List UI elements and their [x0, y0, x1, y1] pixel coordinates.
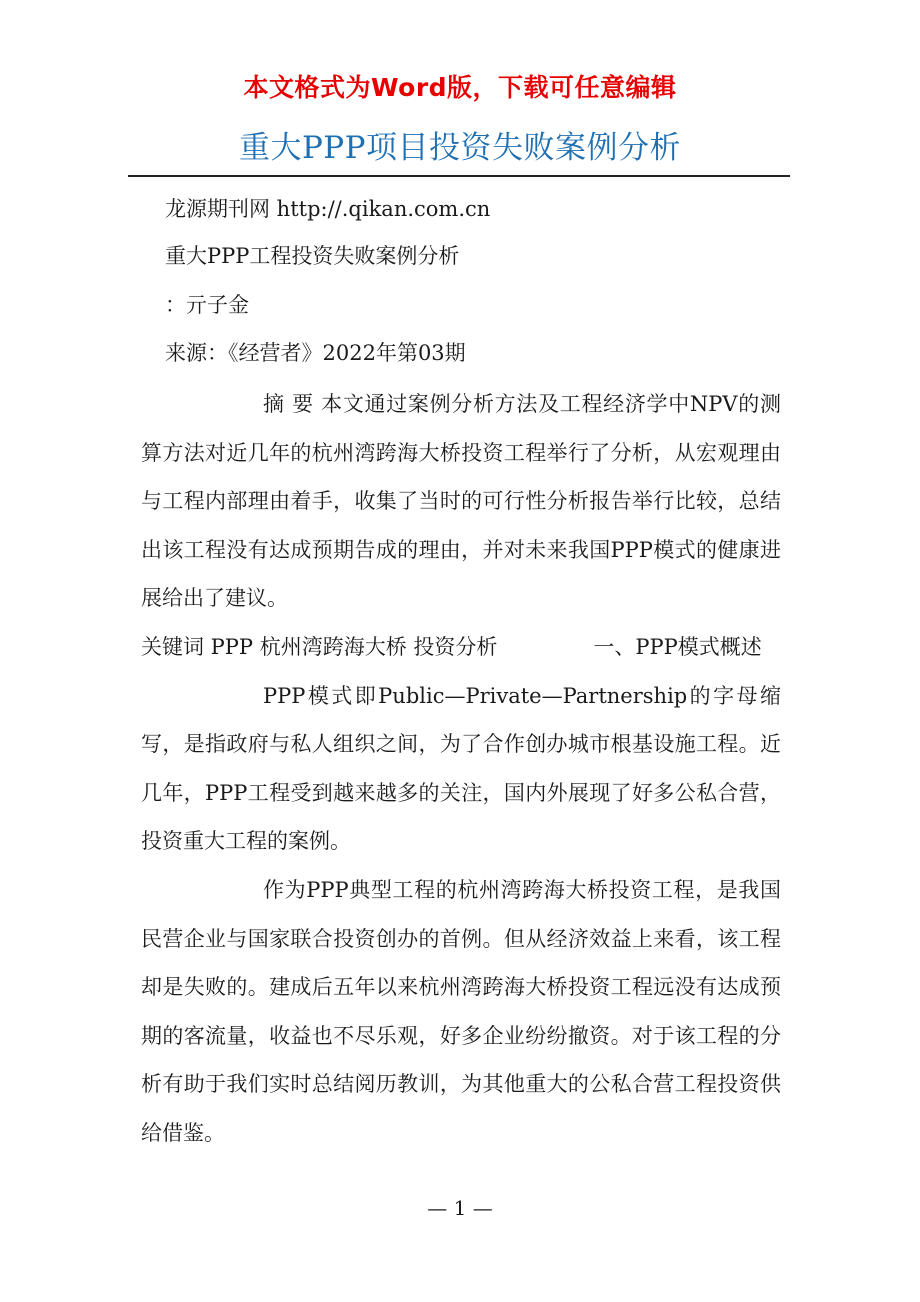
document-title: 重大PPP项目投资失败案例分析 — [238, 130, 682, 166]
body-paragraph: 作为PPP典型工程的杭州湾跨海大桥投资工程，是我国民营企业与国家联合投资创办的首例。但从经济效益上来看，该工程却是失败的。建成后五年以来杭州湾跨海大桥投资工程远没有达成预期的客流量，收益也不尽乐观，好多企业纷纷撤资。对于该工程的分析有助于我们实时总结阅历教训，为其他重大的公私合营工程投资供给借鉴。 — [141, 877, 781, 1145]
page-number-footer: — 1 — — [427, 1196, 493, 1220]
article-body — [141, 380, 781, 1158]
article-title-line: 重大PPP工程投资失败案例分析 — [165, 244, 460, 268]
title-divider — [128, 175, 790, 177]
publication-source-line: 来源：《经营者》2022年第03期 — [165, 341, 466, 365]
format-banner: 本文格式为Word版，下载可任意编辑 — [243, 73, 677, 102]
keywords-and-heading — [141, 623, 781, 672]
section-heading: 一、PPP模式概述 — [593, 634, 762, 659]
body-paragraph: PPP模式即Public—Private—Partnership的字母缩写，是指政府与私人组织之间，为了合作创办城市根基设施工程。近几年，PPP工程受到越来越多的关注，国内外展现了好多公私合营，投资重大工程的案例。 — [141, 683, 781, 854]
author-line: ：亓子金 — [165, 293, 249, 317]
source-website-line: 龙源期刊网 http://.qikan.com.cn — [165, 197, 491, 221]
keywords-text: 关键词 PPP 杭州湾跨海大桥 投资分析 — [141, 634, 498, 659]
abstract-paragraph: 摘 要 本文通过案例分析方法及工程经济学中NPV的测算方法对近几年的杭州湾跨海大桥投资工程举行了分析，从宏观理由与工程内部理由着手，收集了当时的可行性分析报告举行比较，总结出该工程没有达成预期告成的理由，并对未来我国PPP模式的健康进展给出了建议。 — [141, 392, 781, 611]
